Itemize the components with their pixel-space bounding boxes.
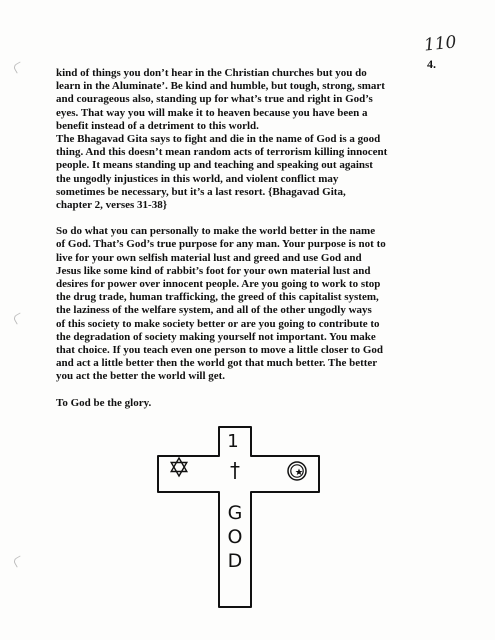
cross-drawing bbox=[156, 425, 326, 610]
text-line: kind of things you don’t hear in the Christian churches but you do bbox=[56, 67, 367, 79]
cross-top-number: 1 bbox=[227, 431, 239, 452]
text-line: the degradation of society making yourself not important. You make bbox=[56, 330, 376, 343]
text-line: sometimes be necessary, but it’s a last resort. {Bhagavad Gita, bbox=[56, 185, 346, 198]
text-line: and courageous also, standing up for what’s true and right in God’s bbox=[56, 93, 373, 106]
paragraph-2 bbox=[56, 133, 440, 212]
paragraph-1 bbox=[56, 67, 440, 133]
text-line: chapter 2, verses 31-38} bbox=[56, 199, 168, 212]
star-of-david-icon bbox=[171, 458, 187, 476]
text-line: So do what you can personally to make the world better in the name bbox=[56, 225, 376, 238]
binder-hole-mark bbox=[12, 555, 24, 567]
text-line: people. It means standing up and teaching and speaking out against bbox=[56, 159, 373, 172]
binder-hole-mark bbox=[12, 61, 24, 73]
page-number: 4. bbox=[427, 57, 436, 71]
handwritten-page-number: 110 bbox=[423, 32, 458, 56]
cross-outline bbox=[156, 425, 326, 610]
body-text bbox=[56, 67, 440, 410]
binder-hole-mark bbox=[12, 312, 24, 324]
closing-line: To God be the glory. bbox=[56, 396, 152, 409]
text-line: thing. And this doesn’t mean random acts of terrorism killing innocent bbox=[56, 146, 388, 159]
text-line: that choice. If you teach even one person to move a little closer to God bbox=[56, 344, 383, 357]
text-line: the laziness of the welfare system, and all of the other ungodly ways bbox=[56, 304, 372, 317]
text-line: and act a little better then the world got that much better. The better bbox=[56, 357, 378, 370]
text-line: live for your own selfish material lust and greed and use God and bbox=[56, 251, 362, 264]
text-line: of God. That’s God’s true purpose for any man. Your purpose is not to bbox=[56, 238, 386, 251]
text-line: desires for power over innocent people. Are you going to work to stop bbox=[56, 278, 381, 291]
text-line: you act the better the world will get. bbox=[56, 370, 226, 383]
text-line: the ungodly injustices in this world, and violent conflict may bbox=[56, 172, 339, 185]
god-letter-d: D bbox=[227, 550, 243, 572]
god-letter-o: O bbox=[227, 526, 243, 548]
paragraph-3 bbox=[56, 225, 440, 383]
text-line: of this society to make society better or are you going to contribute to bbox=[56, 317, 380, 330]
text-line: Jesus like some kind of rabbit’s foot for your own material lust and bbox=[56, 264, 371, 277]
text-line: the drug trade, human trafficking, the greed of this capitalist system, bbox=[56, 291, 379, 304]
text-line: eyes. That way you will make it to heaven because you have been a bbox=[56, 106, 368, 119]
god-letter-g: G bbox=[227, 502, 243, 524]
crescent-and-star-icon bbox=[288, 462, 306, 480]
text-line: learn in the Aluminate’. Be kind and humble, but tough, strong, smart bbox=[56, 80, 385, 93]
text-line: The Bhagavad Gita says to fight and die in the name of God is a good bbox=[56, 133, 381, 146]
small-cross-symbol: † bbox=[230, 458, 240, 482]
text-line: benefit instead of a detriment to this world. bbox=[56, 119, 259, 132]
